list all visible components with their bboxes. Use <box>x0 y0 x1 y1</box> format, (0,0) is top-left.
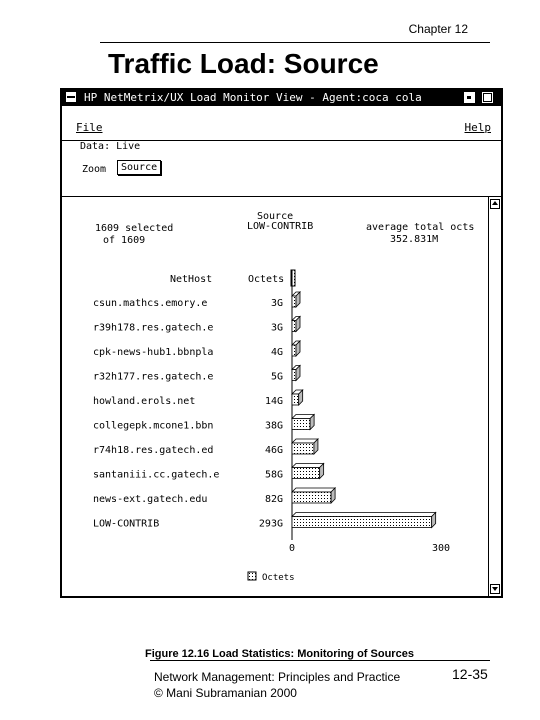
selected-count: 1609 selected <box>95 223 174 234</box>
footer-copyright: © Mani Subramanian 2000 <box>154 686 297 700</box>
category-label: r74h18.res.gatech.ed <box>93 445 214 456</box>
category-label: csun.mathcs.emory.e <box>93 298 208 309</box>
category-label: cpk-news-hub1.bbnpla <box>93 347 214 358</box>
bar <box>292 517 432 528</box>
bar <box>292 468 320 479</box>
slide-title: Traffic Load: Source <box>108 48 379 79</box>
menu-file[interactable]: File <box>76 121 103 134</box>
value-label: 82G <box>264 494 283 505</box>
bar-top-face <box>292 464 324 468</box>
x-tick-min: 0 <box>289 543 296 554</box>
source-label: Source <box>257 211 294 222</box>
bar <box>292 419 310 430</box>
category-label: r32h177.res.gatech.e <box>93 371 214 383</box>
page-number: 12-35 <box>452 666 488 682</box>
category-label: r39h178.res.gatech.e <box>93 322 214 334</box>
value-label: 293G <box>258 518 283 530</box>
category-label: collegepk.mcone1.bbn <box>93 420 214 432</box>
category-label: news-ext.gatech.edu <box>93 494 208 505</box>
average-value: 352.831M <box>390 234 439 245</box>
category-label: LOW-CONTRIB <box>93 518 160 530</box>
bar-top-face <box>292 488 335 492</box>
category-label: howland.erols.net <box>93 396 196 407</box>
chapter-label: Chapter 12 <box>408 22 468 36</box>
value-label: 5G <box>270 371 283 383</box>
bar <box>292 492 331 503</box>
footer-rule <box>150 660 490 661</box>
footer-book-title: Network Management: Principles and Practice <box>154 670 401 684</box>
window-title: HP NetMetrix/UX Load Monitor View - Agent:coca cola <box>84 91 422 104</box>
x-tick-max: 300 <box>432 543 451 554</box>
value-label: 46G <box>264 445 283 456</box>
category-label: santaniii.cc.gatech.e <box>93 469 220 481</box>
average-label: average total octs <box>366 222 475 233</box>
value-label: 58G <box>264 469 283 481</box>
host-column-header: NetHost <box>170 274 213 285</box>
bar-top-face <box>292 513 436 517</box>
source-button[interactable]: Source <box>117 160 161 175</box>
bar <box>292 370 296 381</box>
zoom-label: Zoom <box>82 164 107 175</box>
bar <box>292 296 296 307</box>
octets-column-header: Octets <box>248 274 285 285</box>
bar <box>292 394 299 405</box>
value-label: 14G <box>264 396 283 407</box>
source-value: LOW-CONTRIB <box>247 221 314 232</box>
value-label: 4G <box>270 347 283 358</box>
legend-label: Octets <box>262 573 295 583</box>
menu-help[interactable]: Help <box>464 121 491 134</box>
data-mode-label: Data: Live <box>80 141 141 152</box>
figure-caption: Figure 12.16 Load Statistics: Monitoring of Sources <box>145 648 414 660</box>
bar <box>292 443 314 454</box>
value-label: 38G <box>264 420 283 432</box>
legend-swatch <box>248 572 256 580</box>
value-label: 3G <box>270 298 283 309</box>
total-count: of 1609 <box>103 235 146 246</box>
bar <box>292 345 296 356</box>
bar <box>292 321 296 332</box>
value-label: 3G <box>270 322 283 334</box>
